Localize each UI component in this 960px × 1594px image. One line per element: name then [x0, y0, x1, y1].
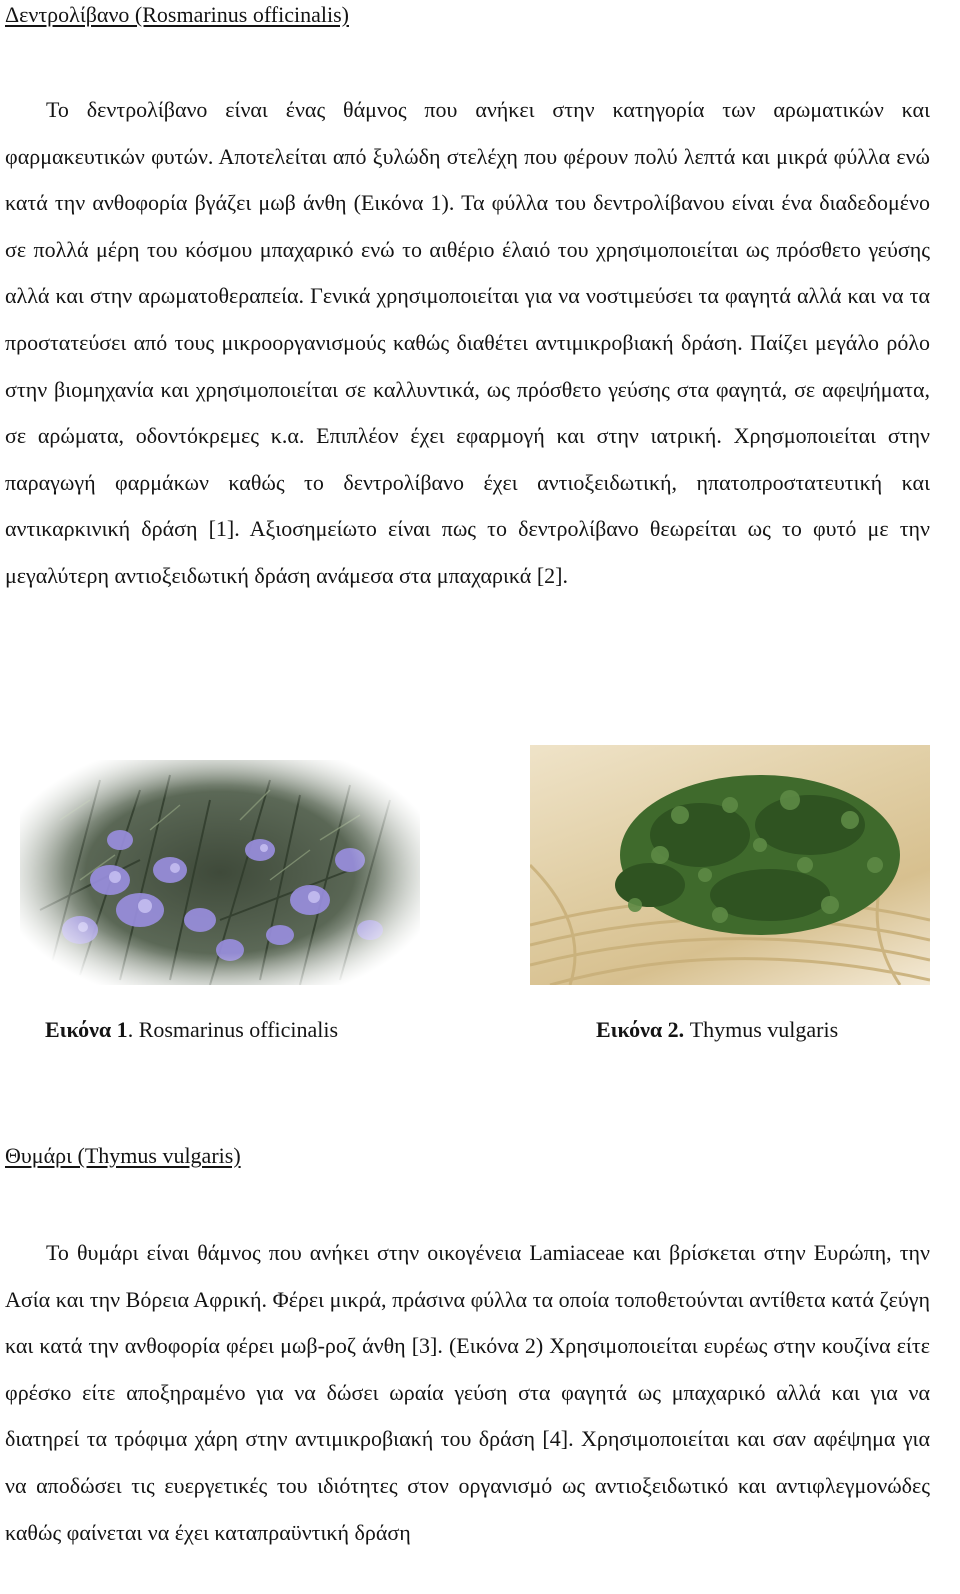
figure-thyme-image — [530, 745, 930, 985]
paragraph-thyme: Το θυμάρι είναι θάμνος που ανήκει στην οικογένεια Lamiaceae και βρίσκεται στην Ευρώπη, την Ασία και την Βόρεια Αφρική. Φέρει μικρά, πράσινα φύλλα τα οποία τοποθετούνται αντίθετα κατά ζεύγη και κατά την ανθοφορία φέρει μωβ-ροζ άνθη [3]. (Εικόνα 2) Χρησιμοποιείται ευρέως στην κουζίνα είτε φρέσκο είτε αποξηραμένο για να δώσει ωραία γεύση στα φαγητά ως μπαχαρικό αλλά και για να διατηρεί τα τρόφιμα χάρη στην αντιμικροβιακή του δράση [4]. Χρησιμοποιείται και σαν αφέψημα για να αποδώσει τις ευεργετικές του ιδιότητες στον οργανισμό ως αντιοξειδωτικό και αντιφλεγμονώδες καθώς φαίνεται να έχει καταπραϋντική δράση — [5, 1240, 930, 1545]
figure-caption-2 — [596, 1017, 838, 1043]
figure-caption-1 — [45, 1017, 338, 1043]
figure-caption-text: Rosmarinus officinalis — [133, 1017, 339, 1042]
figure-caption-text: Thymus vulgaris — [684, 1017, 839, 1042]
section-title-thyme: Θυμάρι (Thymus vulgaris) — [5, 1143, 241, 1168]
section-title-rosemary: Δεντρολίβανο (Rosmarinus officinalis) — [5, 2, 349, 27]
figure-label: Εικόνα 1 — [45, 1017, 128, 1042]
rosemary-flowers-photo — [20, 760, 420, 985]
thyme-basket-photo — [530, 745, 930, 985]
figure-rosemary-image — [20, 760, 420, 985]
figure-label-separator: . — [127, 1017, 134, 1042]
figure-label: Εικόνα 2. — [596, 1017, 685, 1042]
paragraph-rosemary: Το δεντρολίβανο είναι ένας θάμνος που ανήκει στην κατηγορία των αρωματικών και φαρμακευτικών φυτών. Αποτελείται από ξυλώδη στελέχη που φέρουν πολύ λεπτά και μικρά φύλλα ενώ κατά την ανθοφορία βγάζει μωβ άνθη (Εικόνα 1). Τα φύλλα του δεντρολίβανου είναι ένα διαδεδομένο σε πολλά μέρη του κόσμου μπαχαρικό ενώ το αιθέριο έλαιό του χρησιμοποιείται ως πρόσθετο γεύσης αλλά και στην αρωματοθεραπεία. Γενικά χρησιμοποιείται για να νοστιμεύσει τα φαγητά αλλά και να τα προστατεύσει από τους μικροοργανισμούς καθώς διαθέτει αντιμικροβιακή δράση. Παίζει μεγάλο ρόλο στην βιομηχανία και χρησιμοποιείται σε καλλυντικά, ως πρόσθετο γεύσης στα φαγητά, σε αφεψήματα, σε αρώματα, οδοντόκρεμες κ.α. Επιπλέον έχει εφαρμογή και στην ιατρική. Χρησμοποιείται στην παραγωγή φαρμάκων καθώς το δεντρολίβανο έχει αντιοξειδωτική, ηπατοπροστατευτική και αντικαρκινική δράση [1]. Αξιοσημείωτο είναι πως το δεντρολίβανο θεωρείται ως το φυτό με την μεγαλύτερη αντιοξειδωτική δράση ανάμεσα στα μπαχαρικά [2]. — [5, 97, 930, 588]
